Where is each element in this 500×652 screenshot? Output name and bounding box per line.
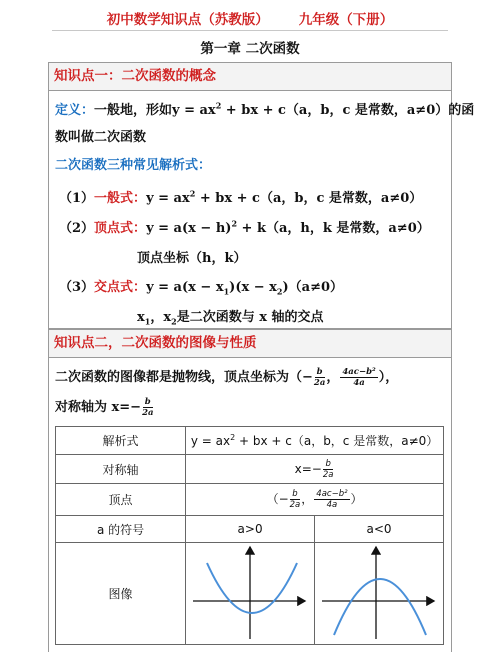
form-vertex-name: 顶点式： <box>94 221 147 236</box>
form-vertex-note: 顶点坐标（h，k） <box>137 251 247 266</box>
definition-line2: 数叫做二次函数 <box>55 130 147 145</box>
row-value-expression: $y = ax^2$ + bx + c（a，b，c 是常数，a≠0） <box>186 427 444 455</box>
table-row <box>56 516 444 543</box>
downward-parabola-graph <box>316 543 442 641</box>
section-concept-title: 知识点一：二次函数的概念 <box>49 63 451 91</box>
properties-table <box>55 426 444 645</box>
chapter-title: 第一章 二次函数 <box>200 41 300 57</box>
graph-upward-cell <box>186 543 315 645</box>
upward-parabola-curve <box>207 563 297 613</box>
section-concept <box>48 62 475 329</box>
row-label-vertex: 顶点 <box>56 484 186 516</box>
form-general-name: 一般式： <box>94 191 147 206</box>
page-header <box>52 8 448 31</box>
downward-parabola-curve <box>334 579 426 635</box>
form-intercept: （3）交点式：$y = a(x - x_1)(x - x_2)(a\ne 0)$ <box>59 280 344 297</box>
section-graph-properties <box>48 329 452 652</box>
graph-intro: 二次函数的图像都是抛物线，顶点坐标为（− $\frac{b}{2a}$ ， $\frac{\text{4ac−b²}}{4a}$ ）， <box>55 367 399 388</box>
table-row <box>56 455 444 484</box>
table-row <box>56 484 444 516</box>
form-general: （1）一般式：$y = ax^2$ + bx + c（a，b，c 是常数，a≠0） <box>59 188 423 206</box>
form-intercept-name: 交点式： <box>94 280 147 295</box>
row-label-graph: 图像 <box>56 543 186 645</box>
row-value-axis: x=− $\frac{b}{2a}$ <box>186 455 444 484</box>
form-intercept-note: $x_1$，$x_2$是二次函数与 x 轴的交点 <box>137 310 324 327</box>
forms-heading: 二次函数三种常见解析式： <box>55 158 212 173</box>
frac-b-over-2a: $\frac{b}{2a}$ <box>313 367 326 388</box>
table-row <box>56 543 444 645</box>
table-row <box>56 427 444 455</box>
frac-axis: $\frac{b}{2a}$ <box>142 397 154 418</box>
section-graph-title: 知识点二，二次函数的图像与性质 <box>49 330 451 358</box>
row-label-axis: 对称轴 <box>56 455 186 484</box>
row-label-sign: a 的符号 <box>56 516 186 543</box>
form-vertex: （2）顶点式：$y = a(x - h)^2 + k(a$，h，k 是常数，a≠0） <box>59 218 430 236</box>
header-right: 九年级（下册） <box>298 12 394 28</box>
row-value-vertex: （− $\frac{b}{2a}$ ， $\frac{\text{4ac−b²}}{4a}$ ） <box>186 484 444 516</box>
axis-of-symmetry: 对称轴为 x=− $\frac{b}{2a}$ <box>55 397 154 418</box>
graph-downward-cell <box>315 543 444 645</box>
definition-label: 定义： <box>55 103 95 118</box>
col-a-negative: a<0 <box>315 516 444 543</box>
header-left: 初中数学知识点（苏教版） <box>106 12 269 28</box>
row-label-expression: 解析式 <box>56 427 186 455</box>
definition-line1: 定义：一般地，形如$y = ax^2$ + bx + c（a，b，c 是常数，a≠0）的函 <box>55 100 475 118</box>
frac-vertex-y: $\frac{\text{4ac−b²}}{4a}$ <box>342 367 376 388</box>
col-a-positive: a>0 <box>186 516 315 543</box>
upward-parabola-graph <box>187 543 313 641</box>
